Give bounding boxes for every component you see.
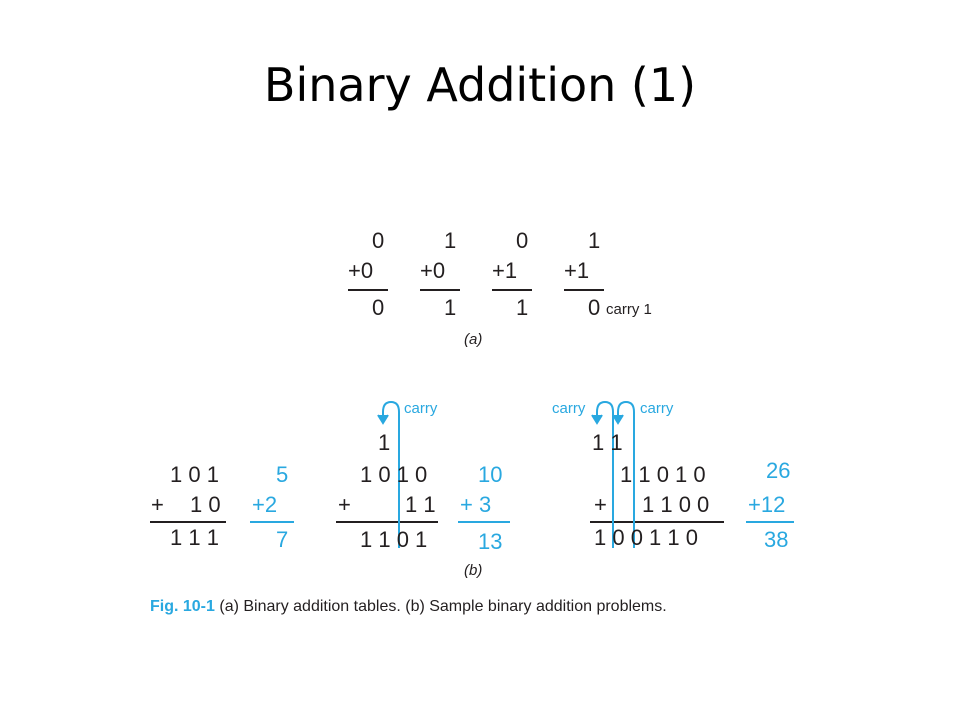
b2-decimal-sum: 13 [478, 529, 503, 554]
a4-carry-note: carry 1 [606, 301, 652, 318]
b3-carry-digits: 1 1 [592, 430, 623, 455]
a4-sum: 0 [588, 295, 601, 320]
a1-top: 0 [372, 228, 385, 253]
b1-binary-bottom: 1 0 [190, 492, 221, 517]
b3-binary-sum: 1 0 0 1 1 0 [594, 525, 698, 550]
caption-text: (a) Binary addition tables. (b) Sample binary addition problems. [219, 598, 667, 615]
a2-bottom: +0 [420, 258, 446, 283]
b2-binary-sum: 1 1 0 1 [360, 527, 428, 552]
a4-bottom: +1 [564, 258, 590, 283]
figure-caption [150, 598, 667, 616]
b3-decimal-bottom: +12 [748, 492, 786, 517]
b3-binary-top: 1 1 0 1 0 [620, 462, 706, 487]
b2-binary-bottom: 1 1 [405, 492, 436, 517]
a2-sum: 1 [444, 295, 457, 320]
b1-binary-top: 1 0 1 [170, 462, 219, 487]
a1-bottom: +0 [348, 258, 374, 283]
b2-decimal-bottom: + 3 [460, 492, 492, 517]
caption-label: Fig. 10-1 [150, 598, 215, 615]
label-a: (a) [464, 331, 483, 348]
b1-decimal-bottom: +2 [252, 492, 278, 517]
b2-binary-top: 1 0 1 0 [360, 462, 428, 487]
carry-label-1: carry [404, 400, 438, 417]
b1-binary-sum: 1 1 1 [170, 525, 219, 550]
a3-sum: 1 [516, 295, 529, 320]
b3-binary-bottom: 1 1 0 0 [642, 492, 710, 517]
b2-carry-digits: 1 [378, 430, 391, 455]
b2-decimal-top: 10 [478, 462, 503, 487]
a3-bottom: +1 [492, 258, 518, 283]
carry-label-2: carry [552, 400, 586, 417]
a3-top: 0 [516, 228, 529, 253]
label-b: (b) [464, 562, 483, 579]
b1-decimal-top: 5 [276, 462, 289, 487]
a2-top: 1 [444, 228, 457, 253]
carry-label-3: carry [640, 400, 674, 417]
a1-sum: 0 [372, 295, 385, 320]
b3-binary-plus: + [594, 492, 607, 517]
b2-binary-plus: + [338, 492, 351, 517]
b1-decimal-sum: 7 [276, 527, 289, 552]
slide-title: Binary Addition (1) [263, 58, 697, 112]
b3-decimal-top: 26 [766, 458, 791, 483]
b3-decimal-sum: 38 [764, 527, 789, 552]
b1-binary-plus: + [151, 492, 164, 517]
a4-top: 1 [588, 228, 601, 253]
